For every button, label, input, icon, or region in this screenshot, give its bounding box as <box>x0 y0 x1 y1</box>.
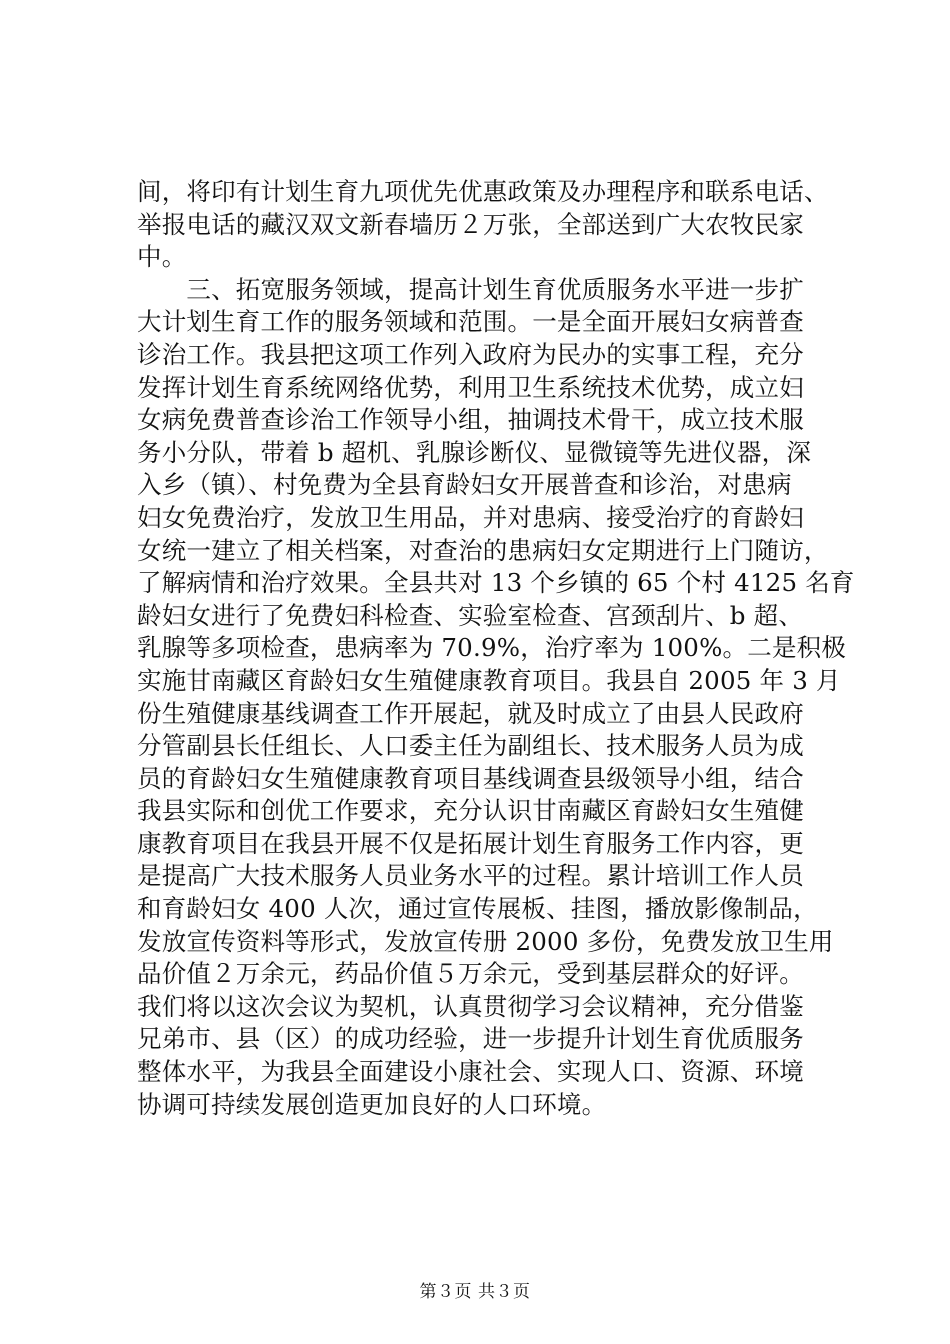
text-line: 整体水平，为我县全面建设小康社会、实现人口、资源、环境 <box>137 1057 804 1087</box>
text-line: 间，将印有计划生育九项优先优惠政策及办理程序和联系电话、 <box>137 177 829 206</box>
text-line: 女统一建立了相关档案，对查治的患病妇女定期进行上门随访， <box>137 535 829 565</box>
text-line: 中。 <box>137 242 187 272</box>
text-line: 妇女免费治疗，发放卫生用品，并对患病、接受治疗的育龄妇 <box>137 502 804 532</box>
text-line: 三、拓宽服务领域，提高计划生育优质服务水平进一步扩 <box>137 274 804 304</box>
text-line: 康教育项目在我县开展不仅是拓展计划生育服务工作内容，更 <box>137 828 804 858</box>
body-text <box>137 176 855 1121</box>
text-line: 和育龄妇女 400 人次，通过宣传展板、挂图，播放影像制品， <box>137 894 818 924</box>
text-line: 诊治工作。我县把这项工作列入政府为民办的实事工程，充分 <box>137 339 804 369</box>
text-line: 是提高广大技术服务人员业务水平的过程。累计培训工作人员 <box>137 861 804 891</box>
text-line: 我们将以这次会议为契机，认真贯彻学习会议精神，充分借鉴 <box>137 991 804 1021</box>
text-line: 大计划生育工作的服务领域和范围。一是全面开展妇女病普查 <box>137 307 804 337</box>
text-line: 发挥计划生育系统网络优势，利用卫生系统技术优势，成立妇 <box>137 372 804 402</box>
text-line: 员的育龄妇女生殖健康教育项目基线调查县级领导小组，结合 <box>137 763 804 793</box>
text-line: 务小分队，带着 b 超机、乳腺诊断仪、显微镜等先进仪器，深 <box>137 437 812 467</box>
text-line: 乳腺等多项检查，患病率为 70.9%，治疗率为 100%。二是积极 <box>137 633 847 663</box>
text-line: 举报电话的藏汉双文新春墙历２万张，全部送到广大农牧民家 <box>137 209 804 239</box>
text-line: 我县实际和创优工作要求，充分认识甘南藏区育龄妇女生殖健 <box>137 796 804 826</box>
text-line: 品价值２万余元，药品价值５万余元，受到基层群众的好评。 <box>137 959 804 989</box>
text-line: 龄妇女进行了免费妇科检查、实验室检查、宫颈刮片、b 超、 <box>137 600 804 630</box>
text-line: 女病免费普查诊治工作领导小组，抽调技术骨干，成立技术服 <box>137 405 804 435</box>
page-number-footer: 第３页 共３页 <box>419 1282 531 1302</box>
text-line: 实施甘南藏区育龄妇女生殖健康教育项目。我县自 2005 年 3 月 <box>137 665 841 695</box>
text-line: 协调可持续发展创造更加良好的人口环境。 <box>137 1089 607 1119</box>
text-line: 入乡（镇）、村免费为全县育龄妇女开展普查和诊治，对患病 <box>137 470 792 500</box>
text-line: 份生殖健康基线调查工作开展起，就及时成立了由县人民政府 <box>137 698 804 728</box>
text-line: 分管副县长任组长、人口委主任为副组长、技术服务人员为成 <box>137 731 804 761</box>
text-line: 了解病情和治疗效果。全县共对 13 个乡镇的 65 个村 4125 名育 <box>137 568 855 598</box>
text-line: 兄弟市、县（区）的成功经验，进一步提升计划生育优质服务 <box>137 1024 804 1054</box>
text-line: 发放宣传资料等形式，发放宣传册 2000 多份，免费发放卫生用 <box>137 926 834 956</box>
